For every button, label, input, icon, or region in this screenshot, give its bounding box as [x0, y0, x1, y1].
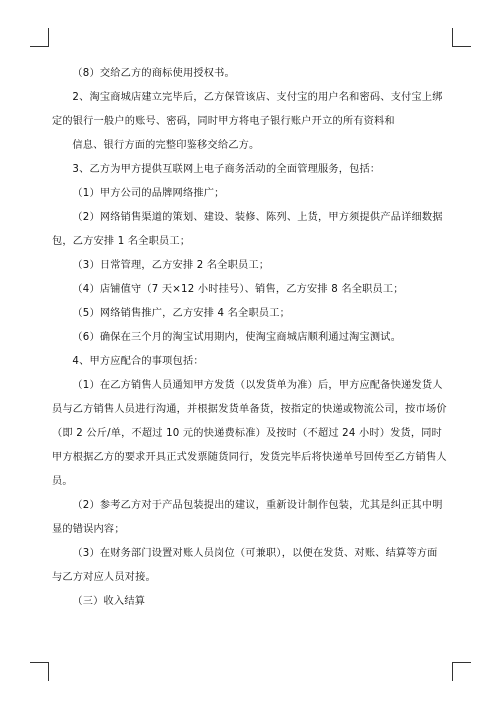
- paragraph: 2、淘宝商城店建立完毕后，乙方保管该店、支付宝的用户名和密码、支付宝上绑定的银行一般户的账号、密码，同时甲方将电子银行账户开立的所有资料和: [52, 92, 443, 127]
- paragraph: （1）甲方公司的品牌网络推广；: [72, 188, 225, 199]
- document-body: [52, 62, 447, 614]
- crop-mark-bottom-left: [30, 662, 49, 681]
- paragraph: （6）确保在三个月的淘宝试用期内，使淘宝商城店顺利通过淘宝测试。: [72, 332, 402, 343]
- paragraph: 信息、银行方面的完整印鉴移交给乙方。: [72, 140, 260, 151]
- paragraph: （8）交给乙方的商标使用授权书。: [72, 68, 235, 79]
- paragraph: （3）在财务部门设置对账人员岗位（可兼职），以便在发货、对账、结算等方面与乙方对应人员对接。: [52, 548, 438, 583]
- paragraph: （1）在乙方销售人员通知甲方发货（以发货单为准）后，甲方应配备快递发货人员与乙方销售人员进行沟通，并根据发货单备货，按指定的快递或物流公司，按市场价（即 2 公斤/单，不超过 10 元的快递费标准）及按时（不超过 24 小时）发货，同时甲方根据乙方的要求开具正式发票随货同行，发货完毕后将快递单号回传至乙方销售人员。: [52, 380, 447, 487]
- crop-mark-bottom-right: [452, 662, 471, 681]
- section-heading: （三）收入结算: [72, 596, 146, 607]
- paragraph: （3）日常管理，乙方安排 2 名全职员工；: [72, 260, 270, 271]
- paragraph: （5）网络销售推广，乙方安排 4 名全职员工；: [72, 308, 290, 319]
- paragraph: （4）店铺值守（7 天×12 小时挂号）、销售，乙方安排 8 名全职员工；: [72, 284, 404, 295]
- paragraph: （2）参考乙方对于产品包装提出的建议，重新设计制作包装，尤其是纠正其中明显的错误内容；: [52, 500, 443, 535]
- crop-mark-top-right: [452, 28, 471, 47]
- crop-mark-top-left: [30, 28, 49, 47]
- paragraph: 4、甲方应配合的事项包括：: [72, 356, 204, 367]
- paragraph: （2）网络销售渠道的策划、建设、装修、陈列、上货，甲方须提供产品详细数据包，乙方安排 1 名全职员工；: [52, 212, 443, 247]
- paragraph: 3、乙方为甲方提供互联网上电子商务活动的全面管理服务，包括：: [72, 164, 381, 175]
